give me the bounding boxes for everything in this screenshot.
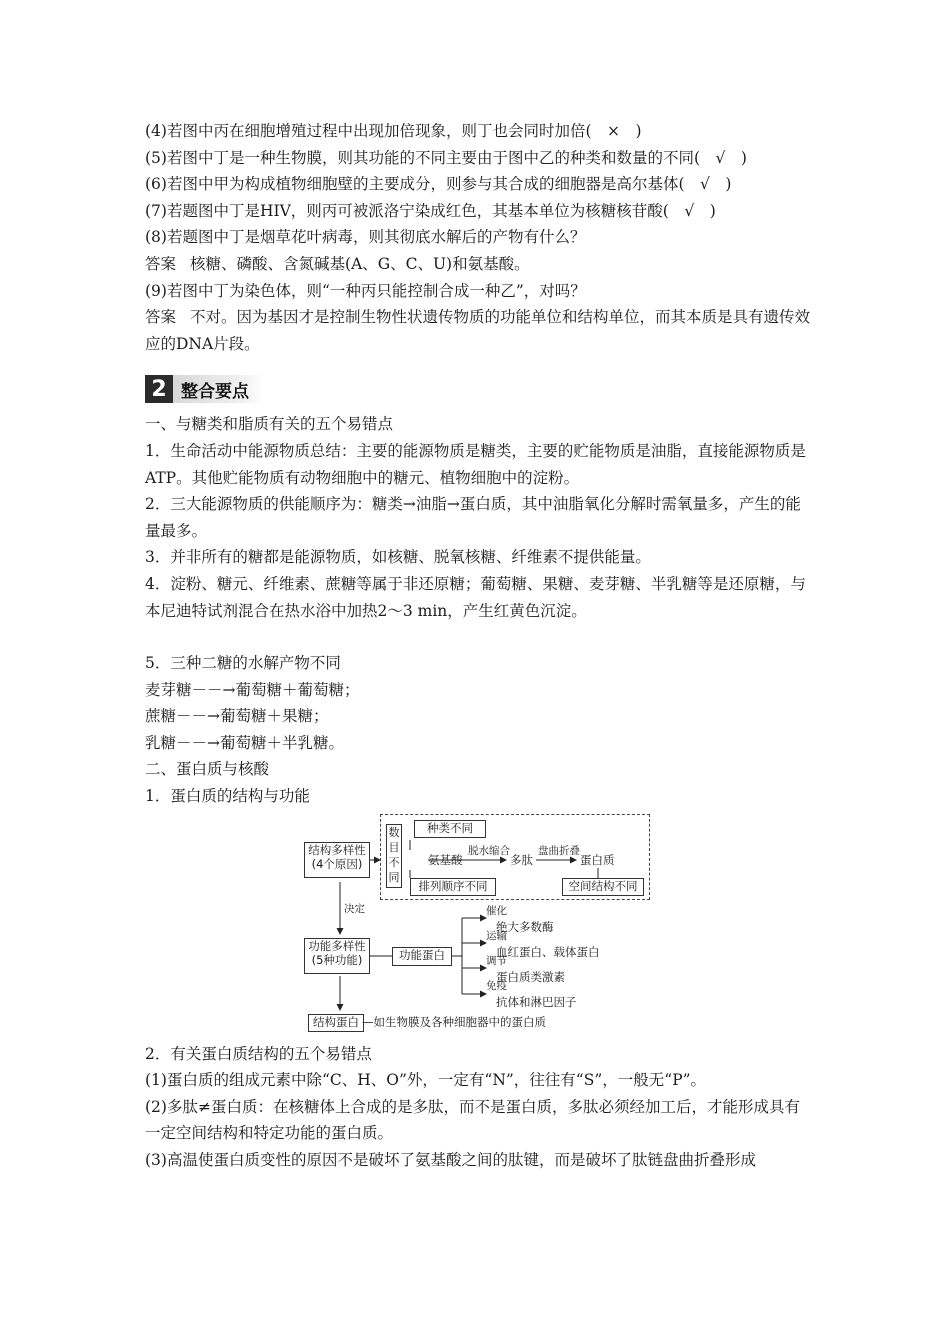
section-header: [145, 375, 815, 403]
part1-item-5: 5．三种二糖的水解产物不同: [145, 654, 341, 673]
answer-9: [145, 304, 815, 357]
answer-label: 答案: [145, 308, 177, 327]
immunity-label: 免疫: [486, 979, 507, 992]
part2-sub2: 2．有关蛋白质结构的五个易错点: [145, 1044, 372, 1063]
structural-protein-example: —如生物膜及各种细胞器中的蛋白质: [362, 1014, 546, 1029]
part2-heading: 二、蛋白质与核酸: [145, 760, 270, 779]
function-diversity-box: [304, 938, 370, 974]
question-5: (5)若图中丁是一种生物膜，则其功能的不同主要由于图中乙的种类和数量的不同( √ ): [145, 148, 747, 167]
sugar-lactose: 乳糖－－→葡萄糖＋半乳糖。: [145, 733, 344, 752]
question-8: (8)若题图中丁是烟草花叶病毒，则其彻底水解后的产物有什么？: [145, 228, 586, 247]
protein-structure-function-diagram: [300, 814, 660, 1039]
protein-point-3: (3)高温使蛋白质变性的原因不是破坏了氨基酸之间的肽键，而是破坏了肽链盘曲折叠形成: [145, 1151, 756, 1170]
regulation-label: 调节: [486, 954, 507, 967]
part1-item-3: 3．并非所有的糖都是能源物质，如核糖、脱氧核糖、纤维素不提供能量。: [145, 548, 651, 567]
transport-label: 运输: [486, 929, 507, 942]
protein-label: 蛋白质: [580, 852, 615, 867]
folding-label: 盘曲折叠: [538, 844, 580, 857]
part1-item-2: 2．三大能源物质的供能顺序为：糖类→油脂→蛋白质，其中油脂氧化分解时需氧量多，产生的能量最多。: [145, 495, 801, 540]
decides-label: 决定: [344, 902, 365, 915]
polypeptide-label: 多肽: [510, 852, 533, 867]
type-diff-box: 种类不同: [414, 820, 486, 838]
number-diff-box: 数目不同: [386, 824, 402, 888]
section-title: 整合要点: [173, 375, 263, 403]
spacer: [145, 624, 815, 650]
catalysis-label: 催化: [486, 904, 507, 917]
sugar-sucrose: 蔗糖－－→葡萄糖＋果糖；: [145, 707, 329, 726]
answer-text: 不对。因为基因才是控制生物性状遗传物质的功能单位和结构单位，而其本质是具有遗传效应的DNA片段。: [145, 308, 811, 353]
part1-item-1: 1．生命活动中能源物质总结：主要的能源物质是糖类，主要的贮能物质是油脂，直接能源物质是ATP。其他贮能物质有动物细胞中的糖元、植物细胞中的淀粉。: [145, 441, 806, 487]
functional-protein-box: 功能蛋白: [392, 947, 452, 966]
structure-reasons-label: (4个原因): [311, 856, 363, 871]
catalysis-example: 绝大多数酶: [496, 919, 554, 934]
part2-sub1: 1．蛋白质的结构与功能: [145, 787, 310, 806]
protein-point-1: (1)蛋白质的组成元素中除“C、H、O”外，一定有“N”，往往有“S”，一般无“P”。: [145, 1071, 707, 1090]
function-diversity-label: 功能多样性: [308, 938, 366, 953]
dehydration-label: 脱水缩合: [468, 844, 510, 857]
structural-protein-box: 结构蛋白: [308, 1014, 364, 1032]
amino-acid-label: 氨基酸: [428, 852, 463, 867]
regulation-example: 蛋白质类激素: [496, 969, 565, 984]
part1-item-4: 4．淀粉、糖元、纤维素、蔗糖等属于非还原糖；葡萄糖、果糖、麦芽糖、半乳糖等是还原糖，与本尼迪特试剂混合在热水浴中加热2～3 min，产生红黄色沉淀。: [145, 574, 806, 620]
answer-8: [145, 251, 815, 278]
sugar-maltose: 麦芽糖－－→葡萄糖＋葡萄糖；: [145, 680, 360, 699]
section-number: 2: [145, 375, 173, 403]
protein-point-2: (2)多肽≠蛋白质：在核糖体上合成的是多肽，而不是蛋白质，多肽必须经加工后，才能形成具有一定空间结构和特定功能的蛋白质。: [145, 1097, 800, 1143]
question-7: (7)若题图中丁是HIV，则丙可被派洛宁染成红色，其基本单位为核糖核苷酸( √ ): [145, 201, 716, 220]
document-page: [145, 118, 815, 1174]
answer-label: 答案: [145, 254, 177, 273]
function-count-label: (5种功能): [311, 952, 363, 967]
order-diff-box: 排列顺序不同: [410, 878, 496, 896]
answer-text: 核糖、磷酸、含氮碱基(A、G、C、U)和氨基酸。: [190, 254, 530, 273]
structure-diversity-label: 结构多样性: [308, 842, 366, 857]
part1-heading: 一、与糖类和脂质有关的五个易错点: [145, 415, 394, 434]
question-9: (9)若图中丁为染色体，则“一种丙只能控制合成一种乙”，对吗？: [145, 281, 586, 300]
question-6: (6)若图中甲为构成植物细胞壁的主要成分，则参与其合成的细胞器是高尔基体( √ ): [145, 175, 732, 194]
transport-example: 血红蛋白、载体蛋白: [496, 944, 600, 959]
immunity-example: 抗体和淋巴因子: [496, 994, 577, 1009]
question-4: (4)若图中丙在细胞增殖过程中出现加倍现象，则丁也会同时加倍( × ): [145, 122, 642, 140]
structure-diversity-box: [304, 842, 370, 878]
spatial-diff-box: 空间结构不同: [562, 878, 644, 896]
